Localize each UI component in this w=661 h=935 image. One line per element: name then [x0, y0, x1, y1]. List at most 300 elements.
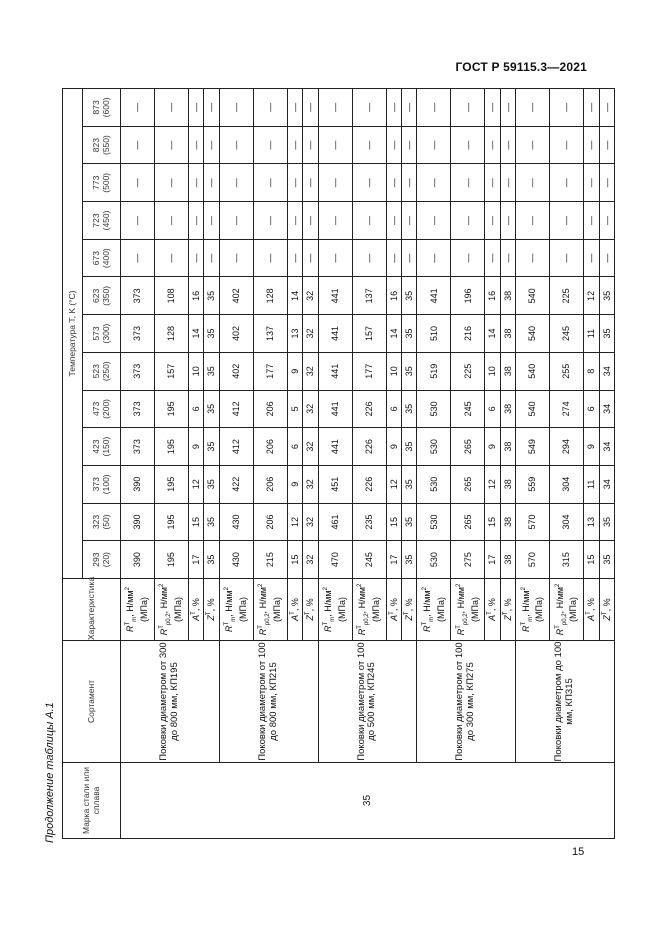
value-cell: —: [401, 239, 416, 277]
value-cell: —: [550, 202, 584, 240]
value-cell: 38: [500, 503, 515, 541]
value-cell: 8: [584, 352, 599, 390]
char-subscript: p0,2: [561, 613, 568, 626]
value-cell: 226: [352, 390, 386, 428]
value-cell: 35: [401, 390, 416, 428]
value-cell: 275: [451, 541, 485, 579]
value-cell: —: [219, 126, 253, 164]
value-cell: —: [352, 164, 386, 202]
value-cell: —: [516, 88, 550, 126]
value-cell: —: [219, 164, 253, 202]
temp-kelvin: 823: [90, 138, 101, 153]
char-symbol-line: [357, 583, 370, 636]
char-label-rp: [357, 579, 381, 640]
char-symbol-line: [503, 598, 513, 620]
characteristic-cell: [253, 579, 287, 641]
char-unit-mpa: (МПа): [534, 597, 545, 622]
value-cell: —: [189, 126, 204, 164]
value-cell: 35: [204, 541, 219, 579]
char-symbol-line: [554, 583, 568, 636]
char-label-a: [290, 579, 300, 640]
value-cell: 441: [417, 277, 451, 315]
value-cell: —: [417, 88, 451, 126]
value-cell: —: [599, 164, 614, 202]
char-unit: , %: [403, 598, 414, 612]
char-label-z: [602, 579, 612, 640]
value-cell: —: [584, 202, 599, 240]
value-cell: 32: [303, 428, 318, 466]
char-subscript: m: [231, 616, 238, 622]
value-cell: —: [204, 126, 219, 164]
value-cell: —: [204, 88, 219, 126]
value-cell: —: [352, 126, 386, 164]
characteristic-cell: [352, 579, 386, 641]
temp-celsius: (500): [100, 172, 111, 193]
char-label-rp: [555, 579, 579, 640]
value-cell: 35: [204, 465, 219, 503]
char-subscript: m: [527, 616, 534, 622]
char-unit: , %: [388, 598, 399, 612]
value-cell: 265: [451, 428, 485, 466]
char-unit: , %: [289, 598, 300, 612]
char-power: 2: [357, 583, 364, 588]
char-symbol: R: [554, 628, 565, 636]
characteristic-cell: [550, 579, 584, 641]
value-cell: —: [204, 202, 219, 240]
assortment-cell: Поковки диаметром от 300 до 800 мм, КП195: [121, 641, 220, 763]
value-cell: —: [485, 202, 500, 240]
value-cell: —: [584, 164, 599, 202]
col-header-temperature: Температура T, K (°C): [63, 88, 83, 578]
value-cell: 38: [500, 277, 515, 315]
characteristic-cell: [303, 579, 318, 641]
value-cell: —: [550, 239, 584, 277]
char-unit-mpa: (МПа): [568, 597, 579, 622]
char-symbol-line: [586, 598, 596, 621]
temp-header: [83, 202, 121, 240]
value-cell: 265: [451, 503, 485, 541]
temp-header: [83, 88, 121, 126]
temp-kelvin: 373: [90, 477, 101, 492]
temp-celsius: (20): [100, 552, 111, 568]
value-cell: 195: [155, 390, 189, 428]
value-cell: —: [417, 126, 451, 164]
value-cell: 10: [485, 352, 500, 390]
value-cell: 32: [303, 503, 318, 541]
char-unit: , %: [502, 598, 513, 612]
value-cell: 12: [189, 465, 204, 503]
char-unit-mpa: (МПа): [173, 597, 184, 622]
value-cell: 274: [550, 390, 584, 428]
value-cell: 15: [287, 541, 302, 579]
temp-celsius: (450): [100, 210, 111, 231]
value-cell: —: [318, 164, 352, 202]
value-cell: —: [500, 88, 515, 126]
value-cell: 402: [219, 315, 253, 353]
char-unit: , Н/мм: [357, 587, 368, 614]
value-cell: 32: [303, 352, 318, 390]
standard-number: ГОСТ Р 59115.3—2021: [455, 60, 587, 74]
value-cell: 13: [287, 315, 302, 353]
value-cell: —: [287, 164, 302, 202]
char-unit: , Н/мм: [125, 590, 136, 617]
char-label-a: [487, 579, 497, 640]
value-cell: 38: [500, 352, 515, 390]
char-superscript: T: [289, 611, 296, 615]
temp-kelvin: 673: [90, 251, 101, 266]
char-label-z: [404, 579, 414, 640]
value-cell: 35: [204, 503, 219, 541]
table-row: [121, 88, 155, 838]
temp-header: [83, 315, 121, 353]
char-unit-mpa: (МПа): [370, 597, 381, 622]
value-cell: —: [386, 126, 401, 164]
char-superscript: T: [520, 621, 527, 626]
value-cell: —: [318, 88, 352, 126]
value-cell: 402: [219, 352, 253, 390]
char-subscript: p0,2: [166, 613, 173, 626]
value-cell: 35: [204, 428, 219, 466]
value-cell: 530: [417, 503, 451, 541]
char-superscript: T: [159, 625, 166, 629]
value-cell: —: [401, 126, 416, 164]
value-cell: 15: [386, 503, 401, 541]
value-cell: —: [253, 239, 287, 277]
value-cell: —: [451, 164, 485, 202]
value-cell: —: [121, 88, 155, 126]
char-symbol-line: [421, 587, 435, 632]
value-cell: 38: [500, 315, 515, 353]
char-symbol: R: [455, 628, 466, 636]
char-symbol: Z: [305, 615, 316, 621]
assortment-cell: Поковки диаметром от 100 до 800 мм, КП215: [219, 641, 318, 763]
value-cell: 35: [204, 390, 219, 428]
value-cell: 570: [516, 503, 550, 541]
char-superscript: T: [554, 625, 561, 629]
value-cell: 157: [352, 315, 386, 353]
char-power: 2: [159, 583, 166, 588]
value-cell: 530: [417, 428, 451, 466]
temp-header: [83, 390, 121, 428]
value-cell: 157: [155, 352, 189, 390]
temp-kelvin: 623: [90, 288, 101, 303]
col-header-assortment: Сортамент: [63, 641, 121, 763]
char-superscript: T: [206, 611, 213, 616]
char-symbol: R: [258, 628, 269, 636]
value-cell: 470: [318, 541, 352, 579]
value-cell: —: [451, 239, 485, 277]
value-cell: —: [516, 239, 550, 277]
value-cell: 540: [516, 352, 550, 390]
value-cell: 225: [550, 277, 584, 315]
char-unit-mpa: (МПа): [435, 597, 446, 622]
char-unit: , Н/мм: [554, 587, 565, 614]
char-symbol-line: [305, 598, 315, 620]
value-cell: 38: [500, 541, 515, 579]
value-cell: —: [303, 126, 318, 164]
char-superscript: T: [323, 621, 330, 626]
value-cell: 11: [584, 465, 599, 503]
value-cell: 14: [287, 277, 302, 315]
value-cell: —: [155, 126, 189, 164]
value-cell: —: [386, 239, 401, 277]
temp-header: [83, 239, 121, 277]
value-cell: —: [287, 88, 302, 126]
char-subscript: m: [132, 616, 139, 622]
value-cell: —: [500, 202, 515, 240]
char-symbol-line: [404, 598, 414, 620]
temp-celsius: (50): [100, 514, 111, 530]
value-cell: 177: [253, 352, 287, 390]
value-cell: —: [121, 164, 155, 202]
value-cell: 32: [303, 465, 318, 503]
value-cell: 32: [303, 541, 318, 579]
char-symbol-line: [487, 598, 497, 621]
value-cell: 32: [303, 277, 318, 315]
characteristic-cell: [318, 579, 352, 641]
value-cell: 9: [386, 428, 401, 466]
value-cell: 35: [401, 352, 416, 390]
char-symbol: Z: [403, 615, 414, 621]
char-power: 2: [323, 587, 330, 591]
value-cell: 5: [287, 390, 302, 428]
value-cell: —: [500, 126, 515, 164]
char-superscript: T: [421, 621, 428, 626]
value-cell: 17: [189, 541, 204, 579]
char-superscript: T: [487, 611, 494, 615]
value-cell: —: [599, 239, 614, 277]
value-cell: 16: [485, 277, 500, 315]
value-cell: —: [417, 239, 451, 277]
value-cell: 35: [401, 315, 416, 353]
temp-header: [83, 541, 121, 579]
value-cell: 245: [550, 315, 584, 353]
value-cell: —: [219, 202, 253, 240]
value-cell: —: [155, 164, 189, 202]
value-cell: 451: [318, 465, 352, 503]
temp-kelvin: 573: [90, 326, 101, 341]
value-cell: 559: [516, 465, 550, 503]
characteristic-cell: [485, 579, 500, 641]
char-power: 2: [554, 583, 561, 588]
value-cell: 35: [401, 277, 416, 315]
char-superscript: T: [455, 625, 462, 629]
value-cell: 34: [599, 465, 614, 503]
value-cell: 16: [386, 277, 401, 315]
value-cell: —: [386, 202, 401, 240]
value-cell: 12: [584, 277, 599, 315]
char-label-z: [503, 579, 513, 640]
value-cell: 137: [253, 315, 287, 353]
value-cell: 412: [219, 390, 253, 428]
char-unit: , Н/мм: [520, 590, 531, 617]
char-superscript: T: [191, 611, 198, 615]
value-cell: 12: [287, 503, 302, 541]
assortment-cell: Поковки диаметром от 100 до 300 мм, КП275: [417, 641, 516, 763]
char-symbol: Z: [206, 615, 217, 621]
value-cell: 540: [516, 277, 550, 315]
char-power: 2: [455, 583, 462, 588]
char-symbol: R: [520, 625, 531, 632]
temp-kelvin: 293: [90, 552, 101, 567]
value-cell: —: [451, 88, 485, 126]
value-cell: —: [318, 239, 352, 277]
value-cell: —: [584, 88, 599, 126]
value-cell: 373: [121, 352, 155, 390]
table-caption: Продолжение таблицы А.1: [44, 702, 56, 843]
value-cell: 35: [401, 541, 416, 579]
value-cell: —: [155, 239, 189, 277]
value-cell: —: [155, 202, 189, 240]
char-symbol: A: [388, 614, 399, 621]
temp-celsius: (400): [100, 248, 111, 269]
value-cell: —: [189, 164, 204, 202]
grade-cell: 35: [121, 763, 615, 839]
char-subscript: p0,2: [462, 613, 469, 626]
value-cell: —: [485, 126, 500, 164]
char-unit: , Н/мм: [421, 590, 432, 617]
value-cell: 35: [599, 503, 614, 541]
char-subscript: p0,2: [265, 613, 272, 626]
char-symbol: Z: [601, 615, 612, 621]
rotated-table-container: [62, 89, 612, 839]
temp-celsius: (350): [100, 285, 111, 306]
characteristic-cell: [287, 579, 302, 641]
char-unit: , %: [601, 598, 612, 612]
value-cell: 195: [155, 503, 189, 541]
value-cell: 12: [485, 465, 500, 503]
char-symbol: R: [421, 625, 432, 632]
value-cell: 441: [318, 428, 352, 466]
temp-kelvin: 723: [90, 213, 101, 228]
value-cell: —: [303, 88, 318, 126]
value-cell: 245: [451, 390, 485, 428]
char-symbol: A: [586, 614, 597, 621]
value-cell: —: [219, 239, 253, 277]
temp-kelvin: 873: [90, 100, 101, 115]
value-cell: —: [352, 202, 386, 240]
value-cell: 530: [417, 541, 451, 579]
value-cell: 441: [318, 352, 352, 390]
value-cell: —: [219, 88, 253, 126]
value-cell: 32: [303, 390, 318, 428]
value-cell: —: [599, 202, 614, 240]
char-unit-mpa: (МПа): [139, 597, 150, 622]
char-superscript: T: [258, 625, 265, 629]
value-cell: —: [253, 126, 287, 164]
temp-header: [83, 352, 121, 390]
value-cell: —: [155, 88, 189, 126]
characteristic-cell: [599, 579, 614, 641]
char-power: 2: [258, 583, 265, 588]
char-superscript: T: [502, 611, 509, 616]
value-cell: 373: [121, 315, 155, 353]
value-cell: —: [303, 239, 318, 277]
value-cell: 34: [599, 428, 614, 466]
temp-kelvin: 773: [90, 175, 101, 190]
value-cell: 412: [219, 428, 253, 466]
temp-header: [83, 164, 121, 202]
value-cell: —: [500, 164, 515, 202]
value-cell: 510: [417, 315, 451, 353]
value-cell: 15: [189, 503, 204, 541]
value-cell: 530: [417, 465, 451, 503]
characteristic-cell: [155, 579, 189, 641]
value-cell: 12: [386, 465, 401, 503]
value-cell: —: [386, 88, 401, 126]
value-cell: —: [121, 239, 155, 277]
value-cell: 177: [352, 352, 386, 390]
value-cell: 215: [253, 541, 287, 579]
char-superscript: T: [586, 611, 593, 615]
value-cell: —: [516, 126, 550, 164]
value-cell: 441: [318, 390, 352, 428]
page-number: 15: [572, 846, 585, 858]
char-symbol: Z: [502, 615, 513, 621]
value-cell: —: [253, 164, 287, 202]
temp-header: [83, 277, 121, 315]
value-cell: —: [451, 126, 485, 164]
value-cell: —: [550, 164, 584, 202]
value-cell: 216: [451, 315, 485, 353]
value-cell: —: [303, 164, 318, 202]
char-subscript: p0,2: [363, 613, 370, 626]
value-cell: —: [401, 202, 416, 240]
char-superscript: T: [601, 611, 608, 616]
temp-celsius: (600): [100, 97, 111, 118]
char-unit-mpa: (МПа): [469, 597, 480, 622]
char-symbol-line: [389, 598, 399, 621]
temp-header: [83, 465, 121, 503]
temp-kelvin: 523: [90, 364, 101, 379]
value-cell: —: [287, 202, 302, 240]
characteristic-cell: [189, 579, 204, 641]
temp-kelvin: 423: [90, 439, 101, 454]
char-symbol: A: [191, 614, 202, 621]
char-label-rm: [323, 579, 347, 640]
value-cell: 38: [500, 428, 515, 466]
value-cell: 570: [516, 541, 550, 579]
char-symbol: R: [224, 625, 235, 632]
value-cell: —: [352, 239, 386, 277]
value-cell: 17: [485, 541, 500, 579]
value-cell: —: [303, 202, 318, 240]
value-cell: 195: [155, 541, 189, 579]
value-cell: 9: [189, 428, 204, 466]
char-unit: , %: [191, 598, 202, 612]
char-power: 2: [125, 587, 132, 591]
char-label-rm: [521, 579, 545, 640]
char-label-rm: [422, 579, 446, 640]
value-cell: 38: [500, 465, 515, 503]
value-cell: 540: [516, 315, 550, 353]
value-cell: 35: [401, 465, 416, 503]
value-cell: —: [584, 126, 599, 164]
temp-celsius: (250): [100, 361, 111, 382]
char-unit: , Н/мм: [159, 587, 170, 614]
char-subscript: m: [329, 616, 336, 622]
char-symbol-line: [258, 583, 272, 636]
value-cell: 441: [318, 277, 352, 315]
char-power: 2: [520, 587, 527, 591]
characteristic-cell: [500, 579, 515, 641]
value-cell: 35: [599, 277, 614, 315]
value-cell: 441: [318, 315, 352, 353]
value-cell: 14: [386, 315, 401, 353]
value-cell: 373: [121, 390, 155, 428]
value-cell: 15: [584, 541, 599, 579]
char-symbol-line: [191, 598, 201, 621]
